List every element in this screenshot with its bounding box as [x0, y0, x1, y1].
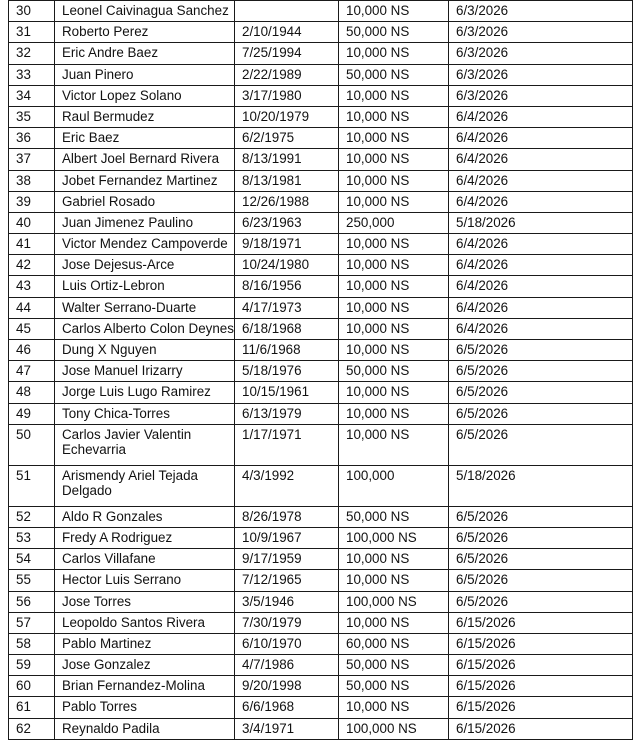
table-row — [9, 297, 633, 318]
amount-cell: 100,000 — [339, 465, 449, 506]
date-cell: 6/4/2026 — [449, 255, 633, 276]
name-cell: Juan Jimenez Paulino — [55, 212, 235, 233]
table-row — [9, 318, 633, 339]
name-cell: Luis Ortiz-Lebron — [55, 276, 235, 297]
row-number-cell: 60 — [9, 676, 55, 697]
birth-date-cell: 7/25/1994 — [235, 43, 339, 64]
row-number-cell: 33 — [9, 64, 55, 85]
name-cell: Arismendy Ariel Tejada Delgado — [55, 465, 235, 506]
row-number-cell: 52 — [9, 506, 55, 527]
birth-date-cell: 9/20/1998 — [235, 676, 339, 697]
birth-date-cell: 2/22/1989 — [235, 64, 339, 85]
table-row — [9, 106, 633, 127]
birth-date-cell: 3/5/1946 — [235, 591, 339, 612]
date-cell: 6/15/2026 — [449, 676, 633, 697]
row-number-cell: 37 — [9, 149, 55, 170]
name-cell: Victor Mendez Campoverde — [55, 234, 235, 255]
birth-date-cell: 4/3/1992 — [235, 465, 339, 506]
date-cell: 6/3/2026 — [449, 1, 633, 22]
row-number-cell: 55 — [9, 570, 55, 591]
row-number-cell: 35 — [9, 106, 55, 127]
table-row — [9, 506, 633, 527]
name-cell: Eric Andre Baez — [55, 43, 235, 64]
table-row — [9, 255, 633, 276]
amount-cell: 10,000 NS — [339, 340, 449, 361]
table-row — [9, 276, 633, 297]
date-cell: 5/18/2026 — [449, 212, 633, 233]
date-cell: 6/5/2026 — [449, 570, 633, 591]
birth-date-cell: 1/17/1971 — [235, 424, 339, 465]
amount-cell: 10,000 NS — [339, 697, 449, 718]
row-number-cell: 51 — [9, 465, 55, 506]
amount-cell: 10,000 NS — [339, 570, 449, 591]
birth-date-cell: 10/15/1961 — [235, 382, 339, 403]
table-row — [9, 22, 633, 43]
birth-date-cell: 10/24/1980 — [235, 255, 339, 276]
table-row — [9, 170, 633, 191]
amount-cell: 10,000 NS — [339, 128, 449, 149]
birth-date-cell: 6/23/1963 — [235, 212, 339, 233]
table-row — [9, 633, 633, 654]
table-row — [9, 549, 633, 570]
table-row — [9, 212, 633, 233]
table-row — [9, 361, 633, 382]
name-cell: Eric Baez — [55, 128, 235, 149]
table-row — [9, 570, 633, 591]
name-cell: Albert Joel Bernard Rivera — [55, 149, 235, 170]
row-number-cell: 36 — [9, 128, 55, 149]
row-number-cell: 49 — [9, 403, 55, 424]
row-number-cell: 38 — [9, 170, 55, 191]
date-cell: 6/3/2026 — [449, 64, 633, 85]
table-row — [9, 85, 633, 106]
row-number-cell: 45 — [9, 318, 55, 339]
name-cell: Walter Serrano-Duarte — [55, 297, 235, 318]
amount-cell: 10,000 NS — [339, 276, 449, 297]
row-number-cell: 42 — [9, 255, 55, 276]
amount-cell: 50,000 NS — [339, 676, 449, 697]
amount-cell: 10,000 NS — [339, 170, 449, 191]
table-row — [9, 424, 633, 465]
name-cell: Jobet Fernandez Martinez — [55, 170, 235, 191]
name-cell: Dung X Nguyen — [55, 340, 235, 361]
row-number-cell: 41 — [9, 234, 55, 255]
row-number-cell: 59 — [9, 655, 55, 676]
date-cell: 6/5/2026 — [449, 340, 633, 361]
row-number-cell: 61 — [9, 697, 55, 718]
date-cell: 6/3/2026 — [449, 85, 633, 106]
date-cell: 6/5/2026 — [449, 549, 633, 570]
date-cell: 6/15/2026 — [449, 633, 633, 654]
table-row — [9, 403, 633, 424]
table-row — [9, 382, 633, 403]
date-cell: 6/5/2026 — [449, 591, 633, 612]
amount-cell: 50,000 NS — [339, 361, 449, 382]
table-row — [9, 234, 633, 255]
table-row — [9, 465, 633, 506]
records-table-body — [9, 1, 633, 740]
name-cell: Pablo Torres — [55, 697, 235, 718]
row-number-cell: 58 — [9, 633, 55, 654]
amount-cell: 100,000 NS — [339, 718, 449, 739]
amount-cell: 10,000 NS — [339, 549, 449, 570]
name-cell: Reynaldo Padila — [55, 718, 235, 739]
date-cell: 6/4/2026 — [449, 234, 633, 255]
amount-cell: 50,000 NS — [339, 64, 449, 85]
amount-cell: 100,000 NS — [339, 591, 449, 612]
birth-date-cell: 8/16/1956 — [235, 276, 339, 297]
name-cell: Tony Chica-Torres — [55, 403, 235, 424]
birth-date-cell: 10/9/1967 — [235, 527, 339, 548]
name-cell: Fredy A Rodriguez — [55, 527, 235, 548]
table-row — [9, 676, 633, 697]
table-row — [9, 340, 633, 361]
birth-date-cell: 6/10/1970 — [235, 633, 339, 654]
name-cell: Leonel Caivinagua Sanchez — [55, 1, 235, 22]
row-number-cell: 46 — [9, 340, 55, 361]
amount-cell: 10,000 NS — [339, 234, 449, 255]
amount-cell: 10,000 NS — [339, 403, 449, 424]
name-cell: Victor Lopez Solano — [55, 85, 235, 106]
birth-date-cell: 5/18/1976 — [235, 361, 339, 382]
birth-date-cell: 10/20/1979 — [235, 106, 339, 127]
amount-cell: 250,000 — [339, 212, 449, 233]
name-cell: Jose Torres — [55, 591, 235, 612]
birth-date-cell: 9/17/1959 — [235, 549, 339, 570]
date-cell: 6/5/2026 — [449, 361, 633, 382]
date-cell: 5/18/2026 — [449, 465, 633, 506]
birth-date-cell: 12/26/1988 — [235, 191, 339, 212]
row-number-cell: 57 — [9, 612, 55, 633]
name-cell: Pablo Martinez — [55, 633, 235, 654]
birth-date-cell — [235, 1, 339, 22]
amount-cell: 50,000 NS — [339, 506, 449, 527]
birth-date-cell: 6/6/1968 — [235, 697, 339, 718]
date-cell: 6/15/2026 — [449, 718, 633, 739]
name-cell: Hector Luis Serrano — [55, 570, 235, 591]
row-number-cell: 31 — [9, 22, 55, 43]
date-cell: 6/4/2026 — [449, 106, 633, 127]
name-cell: Jorge Luis Lugo Ramirez — [55, 382, 235, 403]
table-row — [9, 527, 633, 548]
date-cell: 6/5/2026 — [449, 403, 633, 424]
date-cell: 6/3/2026 — [449, 22, 633, 43]
birth-date-cell: 7/30/1979 — [235, 612, 339, 633]
name-cell: Gabriel Rosado — [55, 191, 235, 212]
name-cell: Roberto Perez — [55, 22, 235, 43]
table-row — [9, 718, 633, 739]
name-cell: Carlos Villafane — [55, 549, 235, 570]
name-cell: Leopoldo Santos Rivera — [55, 612, 235, 633]
date-cell: 6/15/2026 — [449, 655, 633, 676]
birth-date-cell: 4/7/1986 — [235, 655, 339, 676]
amount-cell: 50,000 NS — [339, 22, 449, 43]
name-cell: Carlos Alberto Colon Deynes — [55, 318, 235, 339]
amount-cell: 10,000 NS — [339, 255, 449, 276]
birth-date-cell: 3/4/1971 — [235, 718, 339, 739]
document-page — [8, 0, 632, 740]
table-row — [9, 43, 633, 64]
name-cell: Raul Bermudez — [55, 106, 235, 127]
row-number-cell: 34 — [9, 85, 55, 106]
table-row — [9, 697, 633, 718]
row-number-cell: 43 — [9, 276, 55, 297]
amount-cell: 10,000 NS — [339, 43, 449, 64]
amount-cell: 10,000 NS — [339, 149, 449, 170]
date-cell: 6/15/2026 — [449, 697, 633, 718]
row-number-cell: 47 — [9, 361, 55, 382]
amount-cell: 50,000 NS — [339, 655, 449, 676]
birth-date-cell: 8/26/1978 — [235, 506, 339, 527]
date-cell: 6/4/2026 — [449, 297, 633, 318]
row-number-cell: 54 — [9, 549, 55, 570]
date-cell: 6/4/2026 — [449, 191, 633, 212]
name-cell: Jose Dejesus-Arce — [55, 255, 235, 276]
row-number-cell: 44 — [9, 297, 55, 318]
row-number-cell: 40 — [9, 212, 55, 233]
records-table — [8, 0, 633, 740]
birth-date-cell: 8/13/1981 — [235, 170, 339, 191]
row-number-cell: 53 — [9, 527, 55, 548]
birth-date-cell: 3/17/1980 — [235, 85, 339, 106]
table-row — [9, 591, 633, 612]
date-cell: 6/5/2026 — [449, 424, 633, 465]
date-cell: 6/5/2026 — [449, 382, 633, 403]
amount-cell: 100,000 NS — [339, 527, 449, 548]
birth-date-cell: 2/10/1944 — [235, 22, 339, 43]
name-cell: Carlos Javier Valentin Echevarria — [55, 424, 235, 465]
table-row — [9, 655, 633, 676]
date-cell: 6/4/2026 — [449, 170, 633, 191]
table-row — [9, 1, 633, 22]
amount-cell: 10,000 NS — [339, 382, 449, 403]
date-cell: 6/15/2026 — [449, 612, 633, 633]
date-cell: 6/3/2026 — [449, 43, 633, 64]
row-number-cell: 30 — [9, 1, 55, 22]
birth-date-cell: 9/18/1971 — [235, 234, 339, 255]
birth-date-cell: 6/2/1975 — [235, 128, 339, 149]
table-row — [9, 149, 633, 170]
amount-cell: 10,000 NS — [339, 318, 449, 339]
amount-cell: 10,000 NS — [339, 106, 449, 127]
birth-date-cell: 11/6/1968 — [235, 340, 339, 361]
table-row — [9, 64, 633, 85]
row-number-cell: 39 — [9, 191, 55, 212]
table-row — [9, 128, 633, 149]
birth-date-cell: 7/12/1965 — [235, 570, 339, 591]
row-number-cell: 32 — [9, 43, 55, 64]
name-cell: Jose Gonzalez — [55, 655, 235, 676]
birth-date-cell: 8/13/1991 — [235, 149, 339, 170]
birth-date-cell: 4/17/1973 — [235, 297, 339, 318]
date-cell: 6/5/2026 — [449, 506, 633, 527]
amount-cell: 10,000 NS — [339, 424, 449, 465]
name-cell: Aldo R Gonzales — [55, 506, 235, 527]
table-row — [9, 612, 633, 633]
table-row — [9, 191, 633, 212]
row-number-cell: 62 — [9, 718, 55, 739]
name-cell: Juan Pinero — [55, 64, 235, 85]
amount-cell: 60,000 NS — [339, 633, 449, 654]
row-number-cell: 50 — [9, 424, 55, 465]
amount-cell: 10,000 NS — [339, 612, 449, 633]
date-cell: 6/4/2026 — [449, 276, 633, 297]
name-cell: Brian Fernandez-Molina — [55, 676, 235, 697]
birth-date-cell: 6/13/1979 — [235, 403, 339, 424]
amount-cell: 10,000 NS — [339, 191, 449, 212]
birth-date-cell: 6/18/1968 — [235, 318, 339, 339]
date-cell: 6/4/2026 — [449, 128, 633, 149]
amount-cell: 10,000 NS — [339, 1, 449, 22]
row-number-cell: 48 — [9, 382, 55, 403]
name-cell: Jose Manuel Irizarry — [55, 361, 235, 382]
amount-cell: 10,000 NS — [339, 85, 449, 106]
date-cell: 6/4/2026 — [449, 318, 633, 339]
date-cell: 6/5/2026 — [449, 527, 633, 548]
row-number-cell: 56 — [9, 591, 55, 612]
date-cell: 6/4/2026 — [449, 149, 633, 170]
amount-cell: 10,000 NS — [339, 297, 449, 318]
